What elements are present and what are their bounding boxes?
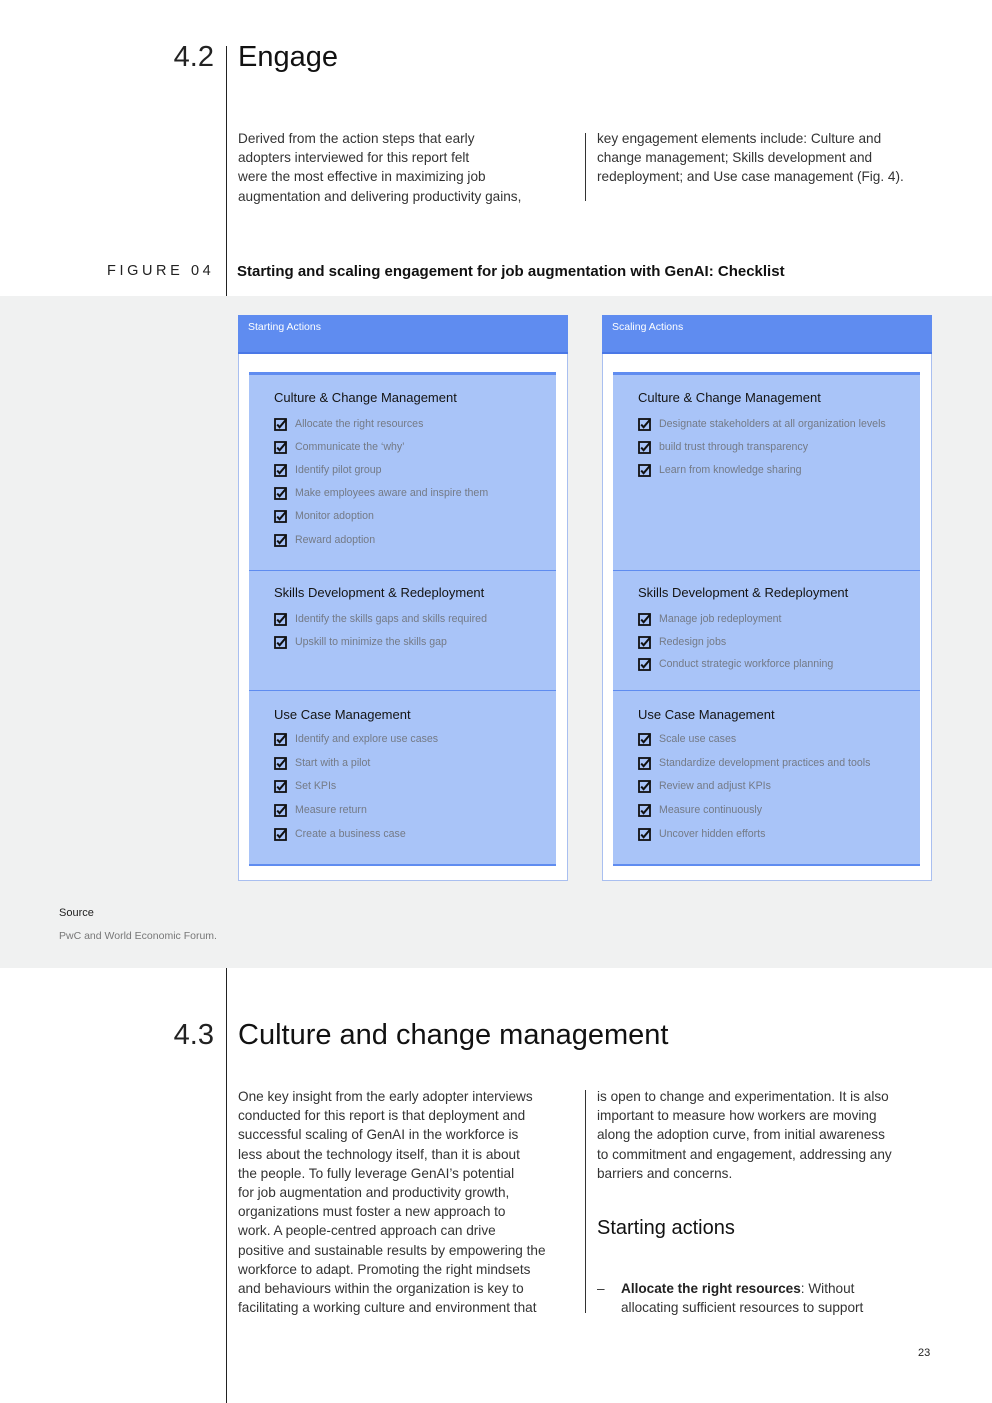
group-title: Use Case Management (274, 707, 411, 722)
bullet-rest: : Without allocating sufficient resources to support (621, 1281, 864, 1316)
source-text: PwC and World Economic Forum. (59, 930, 217, 942)
checklist-group (249, 570, 556, 690)
bullet-bold-term: Allocate the right resources (621, 1281, 801, 1296)
checklist-item-label: Scale use cases (659, 733, 737, 745)
checked-box-icon (638, 636, 651, 649)
body-column-left: One key insight from the early adopter interviews conducted for this report is that deployment and successful scaling of GenAI in the workforce is less about the technology itself, than it is about the people. To fully leverage GenAI’s potential for job augmentation and productivity growth, organizations must foster a new approach to work. A people-centred approach can drive positive and sustainable results by empowering the workforce to adapt. Promoting the right mindsets and behaviours within the organization is key to facilitating a working culture and environment that (238, 1089, 546, 1316)
checklist-item-label: Measure continuously (659, 804, 763, 816)
group-title: Skills Development & Redeployment (638, 585, 849, 600)
checklist-item-label: Monitor adoption (295, 510, 374, 522)
group-title: Culture & Change Management (638, 390, 821, 405)
checklist-item-label: Identify pilot group (295, 464, 382, 476)
section-title: Engage (238, 41, 338, 73)
panel-header (602, 315, 932, 354)
group-title: Skills Development & Redeployment (274, 585, 485, 600)
group-title: Culture & Change Management (274, 390, 457, 405)
checked-box-icon (274, 757, 287, 770)
checked-box-icon (274, 441, 287, 454)
checklist-item-label: Designate stakeholders at all organization levels (659, 418, 886, 430)
group-divider (249, 570, 556, 571)
checklist-item-label: Learn from knowledge sharing (659, 464, 802, 476)
checklist-item-label: Set KPIs (295, 780, 337, 792)
checked-box-icon (638, 733, 651, 746)
checklist-item-label: Manage job redeployment (659, 613, 782, 625)
panel-heading: Scaling Actions (612, 321, 684, 333)
checklist-item-label: Identify and explore use cases (295, 733, 439, 745)
checked-box-icon (274, 418, 287, 431)
checklist-item-label: Redesign jobs (659, 636, 727, 648)
checked-box-icon (274, 613, 287, 626)
panel-header (238, 315, 568, 354)
checklist-item-label: Allocate the right resources (295, 418, 424, 430)
checklist-item-label: Upskill to minimize the skills gap (295, 636, 447, 648)
margin-rule-bottom (226, 968, 227, 1403)
checked-box-icon (274, 487, 287, 500)
checklist-group (613, 570, 920, 690)
checklist-body (249, 372, 556, 866)
checked-box-icon (274, 780, 287, 793)
figure-label: FIGURE 04 (107, 263, 215, 279)
checklist-group (249, 690, 556, 866)
checklist-item-label: Review and adjust KPIs (659, 780, 771, 792)
checked-box-icon (274, 510, 287, 523)
group-divider (613, 570, 920, 571)
checklist-item-label: Identify the skills gaps and skills required (295, 613, 487, 625)
checked-box-icon (274, 534, 287, 547)
source-heading: Source (59, 907, 94, 919)
checklist-item-label: Conduct strategic workforce planning (659, 658, 834, 670)
intro-column-left: Derived from the action steps that early adopters interviewed for this report felt were the most effective in maximizing job augmentation and delivering productivity gains, (238, 131, 522, 204)
column-divider (585, 133, 586, 201)
scaling-actions-panel (602, 315, 932, 881)
checklist-item-label: Communicate the ‘why’ (295, 441, 405, 453)
checklist-item-label: build trust through transparency (659, 441, 808, 453)
checklist-item-label: Create a business case (295, 828, 406, 840)
checklist-item-label: Standardize development practices and tools (659, 757, 871, 769)
checked-box-icon (638, 804, 651, 817)
checklist-group (613, 690, 920, 866)
bullet-text (621, 1279, 921, 1317)
section-title: Culture and change management (238, 1019, 669, 1051)
page-number: 23 (918, 1347, 931, 1359)
checked-box-icon (638, 780, 651, 793)
panel-heading: Starting Actions (248, 321, 321, 333)
bullet-dash: – (597, 1281, 605, 1296)
body-column-right: is open to change and experimentation. It is also important to measure how workers are moving along the adoption curve, from initial awareness to commitment and engagement, addressing any barriers and concerns. (597, 1089, 892, 1181)
column-divider (585, 1090, 586, 1313)
checked-box-icon (638, 418, 651, 431)
checked-box-icon (274, 804, 287, 817)
margin-rule-top (226, 46, 227, 296)
checklist-group (613, 375, 920, 573)
checked-box-icon (638, 441, 651, 454)
intro-column-right: key engagement elements include: Culture and change management; Skills development and redeployment; and Use case management (Fig. 4). (597, 131, 904, 185)
checklist-item-label: Start with a pilot (295, 757, 371, 769)
checklist-item-label: Reward adoption (295, 534, 376, 546)
group-divider (249, 690, 556, 691)
group-title: Use Case Management (638, 707, 775, 722)
checked-box-icon (274, 733, 287, 746)
checklist-group (249, 375, 556, 573)
checked-box-icon (638, 658, 651, 671)
section-number: 4.2 (173, 41, 214, 73)
checklist-item-label: Measure return (295, 804, 367, 816)
checked-box-icon (638, 757, 651, 770)
checklist-item-label: Make employees aware and inspire them (295, 487, 489, 499)
checked-box-icon (638, 613, 651, 626)
checked-box-icon (274, 828, 287, 841)
section-number: 4.3 (173, 1019, 214, 1051)
checklist-body (613, 372, 920, 866)
subheading-starting-actions: Starting actions (597, 1217, 735, 1239)
checked-box-icon (638, 828, 651, 841)
checked-box-icon (274, 464, 287, 477)
starting-actions-panel (238, 315, 568, 881)
checked-box-icon (274, 636, 287, 649)
figure-title: Starting and scaling engagement for job augmentation with GenAI: Checklist (237, 263, 785, 280)
checklist-item-label: Uncover hidden efforts (659, 828, 766, 840)
group-divider (613, 690, 920, 691)
checked-box-icon (638, 464, 651, 477)
